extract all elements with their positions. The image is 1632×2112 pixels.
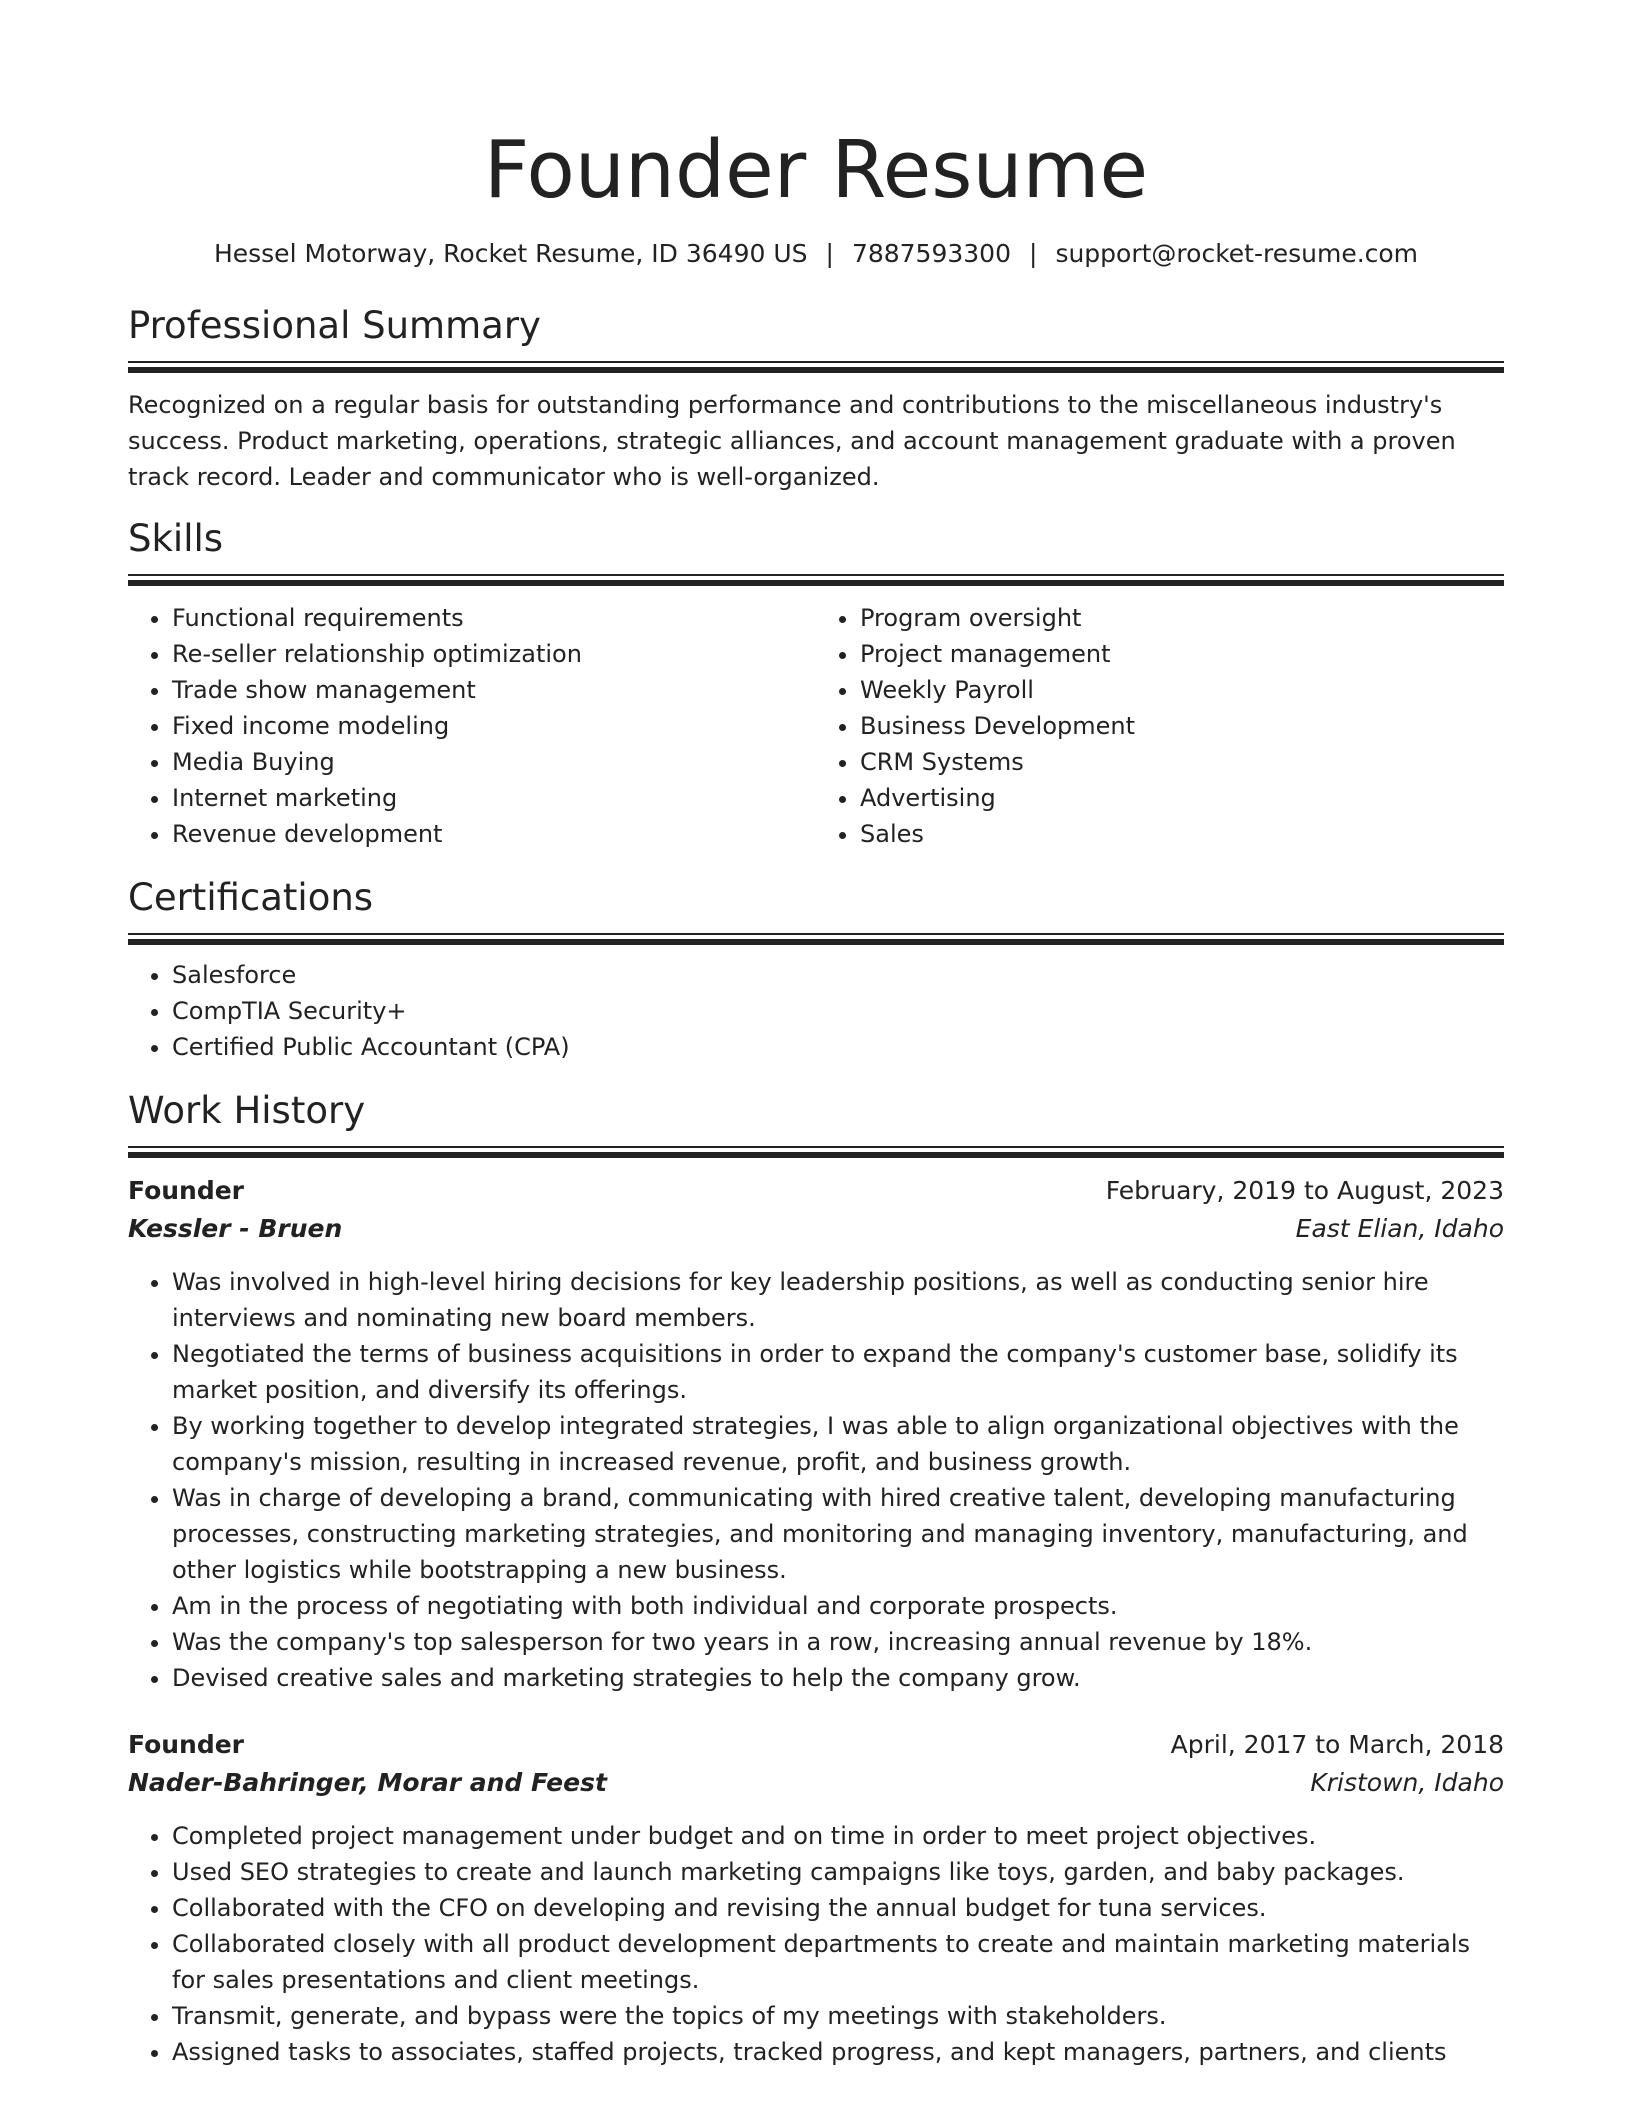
skill-item: • Revenue development <box>172 816 816 852</box>
job-bullet: • Collaborated closely with all product development departments to create and maintain marketing materials for sales presentations and client meetings. <box>172 1926 1504 1998</box>
certifications-section <box>128 874 1504 1065</box>
job-dates: April, 2017 to March, 2018 <box>1170 1730 1504 1759</box>
contact-phone: 7887593300 <box>851 239 1011 268</box>
skill-item: • Re-seller relationship optimization <box>172 636 816 672</box>
section-heading-work-history: Work History <box>128 1089 366 1132</box>
section-divider <box>128 1146 1504 1158</box>
job-bullet-list <box>128 1818 1504 2070</box>
job-company: Nader-Bahringer, Morar and Feest <box>128 1768 607 1797</box>
job-bullet: • Was involved in high-level hiring decisions for key leadership positions, as well as conducting senior hire interviews and nominating new board members. <box>172 1264 1504 1336</box>
skill-item: • Sales <box>860 816 1504 852</box>
summary-text: Recognized on a regular basis for outstanding performance and contributions to the miscellaneous industry's success. Product marketing, operations, strategic alliances, and account management graduate with a proven track record. Leader and communicator who is well-organized. <box>128 391 1456 491</box>
job-bullet: • Devised creative sales and marketing strategies to help the company grow. <box>172 1660 1504 1696</box>
job-location: East Elian, Idaho <box>1295 1214 1504 1243</box>
contact-separator: | <box>1029 239 1038 268</box>
section-heading-skills: Skills <box>128 517 224 560</box>
skill-item: • Trade show management <box>172 672 816 708</box>
job-dates: February, 2019 to August, 2023 <box>1105 1176 1504 1205</box>
skills-section <box>128 515 1504 852</box>
skill-item: • Functional requirements <box>172 600 816 636</box>
work-history-section <box>128 1087 1504 2070</box>
certification-item: • CompTIA Security+ <box>172 993 1504 1029</box>
job-bullet: • Negotiated the terms of business acquisitions in order to expand the company's customer base, solidify its market position, and diversify its offerings. <box>172 1336 1504 1408</box>
job-bullet: • Transmit, generate, and bypass were the topics of my meetings with stakeholders. <box>172 1998 1504 2034</box>
certification-item: • Certified Public Accountant (CPA) <box>172 1029 1504 1065</box>
contact-separator: | <box>825 239 834 268</box>
contact-address: Hessel Motorway, Rocket Resume, ID 36490 US <box>213 239 808 268</box>
skill-item: • Internet marketing <box>172 780 816 816</box>
skill-item: • Project management <box>860 636 1504 672</box>
job-bullet: • Used SEO strategies to create and launch marketing campaigns like toys, garden, and baby packages. <box>172 1854 1504 1890</box>
section-heading-certifications: Certifications <box>128 876 374 919</box>
contact-line <box>128 238 1504 270</box>
skills-columns <box>128 600 1504 852</box>
job-bullet: • Collaborated with the CFO on developing and revising the annual budget for tuna services. <box>172 1890 1504 1926</box>
job-header-row <box>128 1172 1504 1210</box>
job-title: Founder <box>128 1176 245 1205</box>
job-company: Kessler - Bruen <box>128 1214 343 1243</box>
section-heading-summary: Professional Summary <box>128 304 541 347</box>
job-header-row <box>128 1726 1504 1764</box>
job-title: Founder <box>128 1730 245 1759</box>
contact-email: support@rocket-resume.com <box>1055 239 1419 268</box>
skill-item: • Media Buying <box>172 744 816 780</box>
job-bullet: • Was the company's top salesperson for two years in a row, increasing annual revenue by 18%. <box>172 1624 1504 1660</box>
skills-list-right <box>816 600 1504 852</box>
job-bullet: • Was in charge of developing a brand, communicating with hired creative talent, developing manufacturing processes, constructing marketing strategies, and monitoring and managing inventory, manufacturing, and other logistics while bootstrapping a new business. <box>172 1480 1504 1588</box>
section-divider <box>128 933 1504 945</box>
job-bullet: • Am in the process of negotiating with both individual and corporate prospects. <box>172 1588 1504 1624</box>
certification-item: • Salesforce <box>172 957 1504 993</box>
job-company-row <box>128 1764 1504 1802</box>
summary-section <box>128 302 1504 495</box>
job-company-row <box>128 1210 1504 1248</box>
job-entry <box>128 1172 1504 1696</box>
certifications-list <box>128 957 1504 1065</box>
job-location: Kristown, Idaho <box>1310 1768 1504 1797</box>
job-entry <box>128 1726 1504 2070</box>
resume-title: Founder Resume <box>483 124 1149 216</box>
job-bullet: • By working together to develop integrated strategies, I was able to align organizational objectives with the company's mission, resulting in increased revenue, profit, and business growth. <box>172 1408 1504 1480</box>
skill-item: • Business Development <box>860 708 1504 744</box>
section-divider <box>128 574 1504 586</box>
section-divider <box>128 361 1504 373</box>
job-bullet: • Assigned tasks to associates, staffed projects, tracked progress, and kept managers, partners, and clients <box>172 2034 1504 2070</box>
skill-item: • Fixed income modeling <box>172 708 816 744</box>
skills-list-left <box>128 600 816 852</box>
skill-item: • Weekly Payroll <box>860 672 1504 708</box>
job-bullet: • Completed project management under budget and on time in order to meet project objectives. <box>172 1818 1504 1854</box>
skill-item: • Advertising <box>860 780 1504 816</box>
skill-item: • Program oversight <box>860 600 1504 636</box>
skill-item: • CRM Systems <box>860 744 1504 780</box>
job-bullet-list <box>128 1264 1504 1696</box>
